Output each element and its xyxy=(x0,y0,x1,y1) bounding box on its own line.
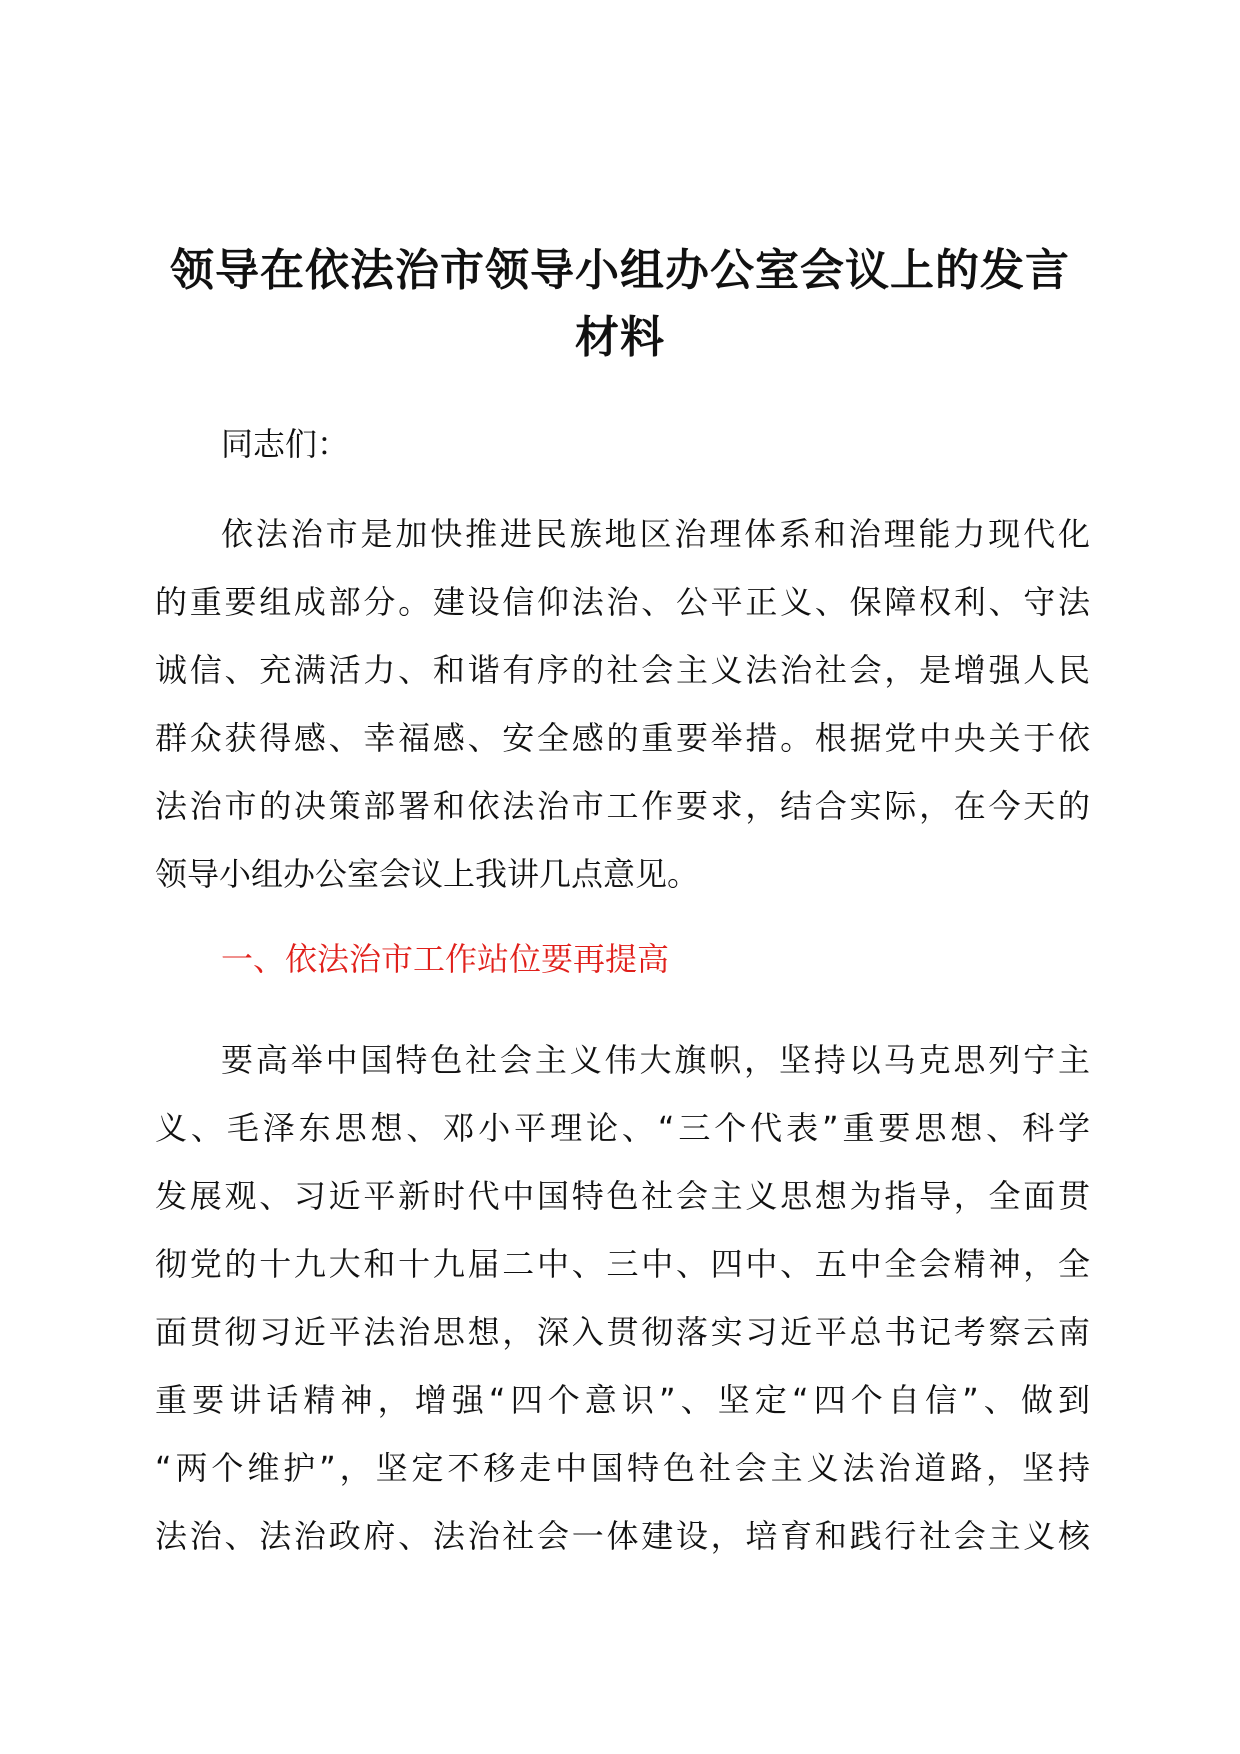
paragraph-intro xyxy=(155,500,1090,908)
paragraph-section-1-line: 发展观、习近平新时代中国特色社会主义思想为指导，全面贯 xyxy=(155,1177,1090,1215)
paragraph-intro-line: 依法治市是加快推进民族地区治理体系和治理能力现代化 xyxy=(221,515,1090,553)
paragraph-section-1-line: 法治、法治政府、法治社会一体建设，培育和践行社会主义核 xyxy=(155,1517,1090,1555)
paragraph-intro-line: 领导小组办公室会议上我讲几点意见。 xyxy=(155,855,700,893)
paragraph-intro-line: 群众获得感、幸福感、安全感的重要举措。根据党中央关于依 xyxy=(155,719,1090,757)
paragraph-intro-line: 诚信、充满活力、和谐有序的社会主义法治社会，是增强人民 xyxy=(155,651,1090,689)
paragraph-intro-line: 法治市的决策部署和依法治市工作要求，结合实际，在今天的 xyxy=(155,787,1090,825)
paragraph-section-1-line: 义、毛泽东思想、邓小平理论、“三个代表”重要思想、科学 xyxy=(155,1109,1090,1147)
paragraph-intro-line: 的重要组成部分。建设信仰法治、公平正义、保障权利、守法 xyxy=(155,583,1090,621)
document-title-line-2: 材料 xyxy=(575,312,665,363)
salutation: 同志们： xyxy=(221,425,350,463)
paragraph-section-1-line: 面贯彻习近平法治思想，深入贯彻落实习近平总书记考察云南 xyxy=(155,1313,1090,1351)
document-title-line-1: 领导在依法治市领导小组办公室会议上的发言 xyxy=(170,245,1070,296)
paragraph-section-1 xyxy=(155,1026,1090,1570)
paragraph-section-1-line: 彻党的十九大和十九届二中、三中、四中、五中全会精神，全 xyxy=(155,1245,1090,1283)
paragraph-section-1-line: 重要讲话精神，增强“四个意识”、坚定“四个自信”、做到 xyxy=(155,1381,1090,1419)
section-heading-1: 一、依法治市工作站位要再提高 xyxy=(221,940,670,978)
paragraph-section-1-line: 要高举中国特色社会主义伟大旗帜，坚持以马克思列宁主 xyxy=(221,1041,1090,1079)
paragraph-section-1-line: “两个维护”，坚定不移走中国特色社会主义法治道路，坚持 xyxy=(155,1449,1090,1487)
